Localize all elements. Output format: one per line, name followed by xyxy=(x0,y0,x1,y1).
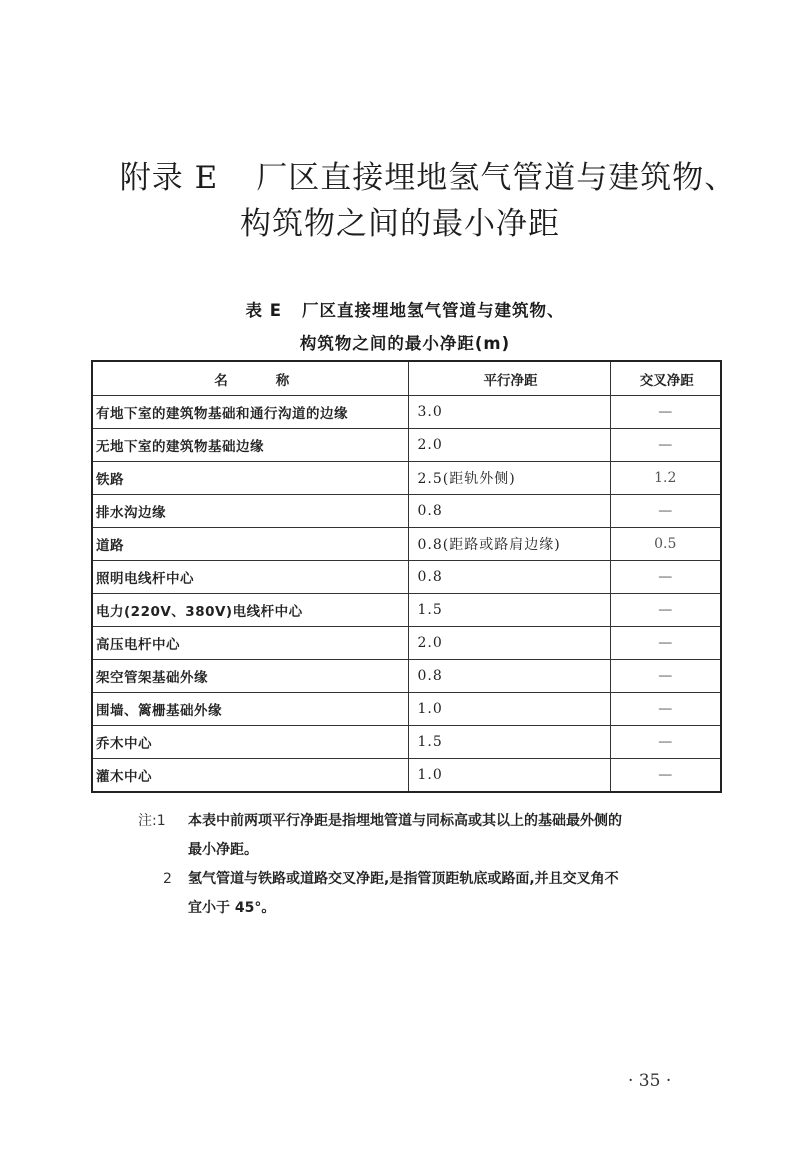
cell-name: 灌木中心 xyxy=(92,759,408,793)
cell-cross: — xyxy=(610,429,721,462)
table-row xyxy=(92,627,721,660)
table-tag: 表 E xyxy=(245,301,282,320)
cell-cross: — xyxy=(610,396,721,429)
cell-parallel: 1.0 xyxy=(408,759,610,793)
note-num-1: 1 xyxy=(156,813,166,829)
cell-cross: 0.5 xyxy=(610,528,721,561)
table-row xyxy=(92,429,721,462)
note-text: 氢气管道与铁路或道路交叉净距,是指管顶距轨底或路面,并且交叉角不 xyxy=(188,871,619,887)
cell-parallel: 1.0 xyxy=(408,693,610,726)
cell-cross: — xyxy=(610,561,721,594)
header-parallel: 平行净距 xyxy=(408,361,610,396)
cell-parallel: 1.5 xyxy=(408,594,610,627)
cell-name: 排水沟边缘 xyxy=(92,495,408,528)
cell-name: 电力(220V、380V)电线杆中心 xyxy=(92,594,408,627)
note-text-cont: 宜小于 45°。 xyxy=(188,900,276,916)
note-item xyxy=(138,865,738,923)
appendix-title-line2: 构筑物之间的最小净距 xyxy=(240,206,560,242)
cell-parallel: 0.8 xyxy=(408,561,610,594)
cell-cross: — xyxy=(610,495,721,528)
header-name: 名称 xyxy=(92,361,408,396)
cell-name: 架空管架基础外缘 xyxy=(92,660,408,693)
cell-cross: — xyxy=(610,627,721,660)
table-row xyxy=(92,561,721,594)
cell-name: 道路 xyxy=(92,528,408,561)
cell-cross: 1.2 xyxy=(610,462,721,495)
table-row xyxy=(92,726,721,759)
note-text-cont: 最小净距。 xyxy=(188,842,258,858)
cell-name: 无地下室的建筑物基础边缘 xyxy=(92,429,408,462)
table-row xyxy=(92,594,721,627)
clearance-table xyxy=(91,360,722,793)
note-number: 2 xyxy=(163,871,172,887)
cell-name: 照明电线杆中心 xyxy=(92,561,408,594)
cell-name: 铁路 xyxy=(92,462,408,495)
table-notes xyxy=(138,807,738,923)
table-caption-line1 xyxy=(0,297,800,321)
table-row xyxy=(92,693,721,726)
table-caption-text-1: 厂区直接埋地氢气管道与建筑物、 xyxy=(302,301,565,320)
table-row xyxy=(92,660,721,693)
note-number xyxy=(138,807,166,836)
cell-name: 围墙、篱栅基础外缘 xyxy=(92,693,408,726)
table-header-row xyxy=(92,361,721,396)
table-row xyxy=(92,396,721,429)
notes-label: 注: xyxy=(138,813,157,829)
table-row xyxy=(92,462,721,495)
cell-cross: — xyxy=(610,726,721,759)
cell-parallel: 3.0 xyxy=(408,396,610,429)
appendix-title-line1 xyxy=(28,152,800,197)
note-item xyxy=(138,807,738,865)
cell-parallel: 0.8 xyxy=(408,495,610,528)
table-row xyxy=(92,759,721,793)
cell-parallel: 2.0 xyxy=(408,627,610,660)
cell-name: 乔木中心 xyxy=(92,726,408,759)
cell-parallel: 0.8(距路或路肩边缘) xyxy=(408,528,610,561)
cell-parallel: 1.5 xyxy=(408,726,610,759)
table-caption-line2: 构筑物之间的最小净距(m) xyxy=(299,334,511,353)
cell-parallel: 0.8 xyxy=(408,660,610,693)
table-row xyxy=(92,495,721,528)
cell-cross: — xyxy=(610,693,721,726)
appendix-label: 附录 E xyxy=(119,160,219,196)
cell-parallel: 2.5(距轨外侧) xyxy=(408,462,610,495)
note-text: 本表中前两项平行净距是指埋地管道与同标高或其以上的基础最外侧的 xyxy=(188,813,622,829)
cell-cross: — xyxy=(610,660,721,693)
page-number: · 35 · xyxy=(628,1071,672,1091)
header-cross: 交叉净距 xyxy=(610,361,721,396)
cell-name: 有地下室的建筑物基础和通行沟道的边缘 xyxy=(92,396,408,429)
cell-name: 高压电杆中心 xyxy=(92,627,408,660)
cell-parallel: 2.0 xyxy=(408,429,610,462)
cell-cross: — xyxy=(610,594,721,627)
table-row xyxy=(92,528,721,561)
cell-cross: — xyxy=(610,759,721,793)
appendix-title-text-1: 厂区直接埋地氢气管道与建筑物、 xyxy=(256,160,737,196)
